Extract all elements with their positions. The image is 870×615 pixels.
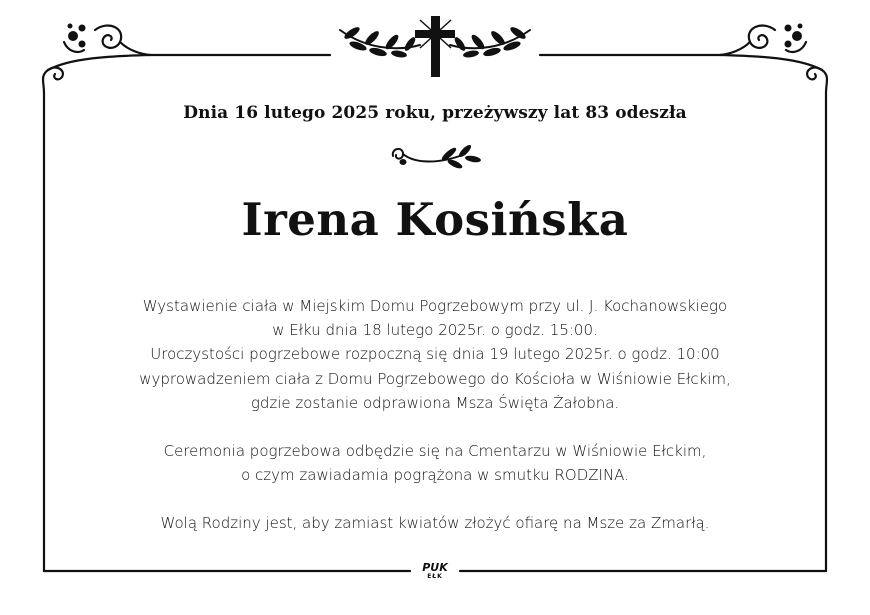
intro-text: Dnia 16 lutego 2025 roku, przeżywszy lat 83 odeszła: [183, 103, 687, 123]
paragraph-line: wyprowadzeniem ciała z Domu Pogrzebowego do Kościoła w Wiśniowie Ełckim,: [139, 369, 731, 388]
paragraph-spacer: [60, 487, 810, 511]
deceased-name: Irena Kosińska: [241, 193, 629, 246]
leaf-vine-divider-icon: [385, 142, 485, 172]
paragraph-line: Uroczystości pogrzebowe rozpoczną się dnia 19 lutego 2025r. o godz. 10:00: [150, 345, 720, 364]
paragraph-spacer: [60, 415, 810, 439]
paragraph-line: o czym zawiadamia pogrążona w smutku RODZINA.: [241, 466, 629, 485]
paragraph-line: Wolą Rodziny jest, aby zamiast kwiatów złożyć ofiarę na Msze za Zmarłą.: [160, 514, 710, 533]
cross-with-laurel-icon: [340, 16, 530, 77]
paragraph-line: Wystawienie ciała w Miejskim Domu Pogrzebowym przy ul. J. Kochanowskiego: [142, 297, 728, 315]
puk-logo: [414, 562, 456, 580]
logo-sub-text: EŁK: [427, 573, 443, 580]
paragraph-line: w Ełku dnia 18 lutego 2025r. o godz. 15:00.: [272, 321, 598, 340]
notice-body: [60, 294, 810, 536]
logo-main-text: PUK: [422, 561, 448, 574]
floral-flourish-icon: [720, 24, 827, 94]
paragraph-line: Ceremonia pogrzebowa odbędzie się na Cmentarzu w Wiśniowie Ełckim,: [163, 442, 707, 461]
paragraph-line: gdzie zostanie odprawiona Msza Święta Żałobna.: [250, 393, 620, 412]
floral-flourish-icon: [43, 24, 150, 94]
